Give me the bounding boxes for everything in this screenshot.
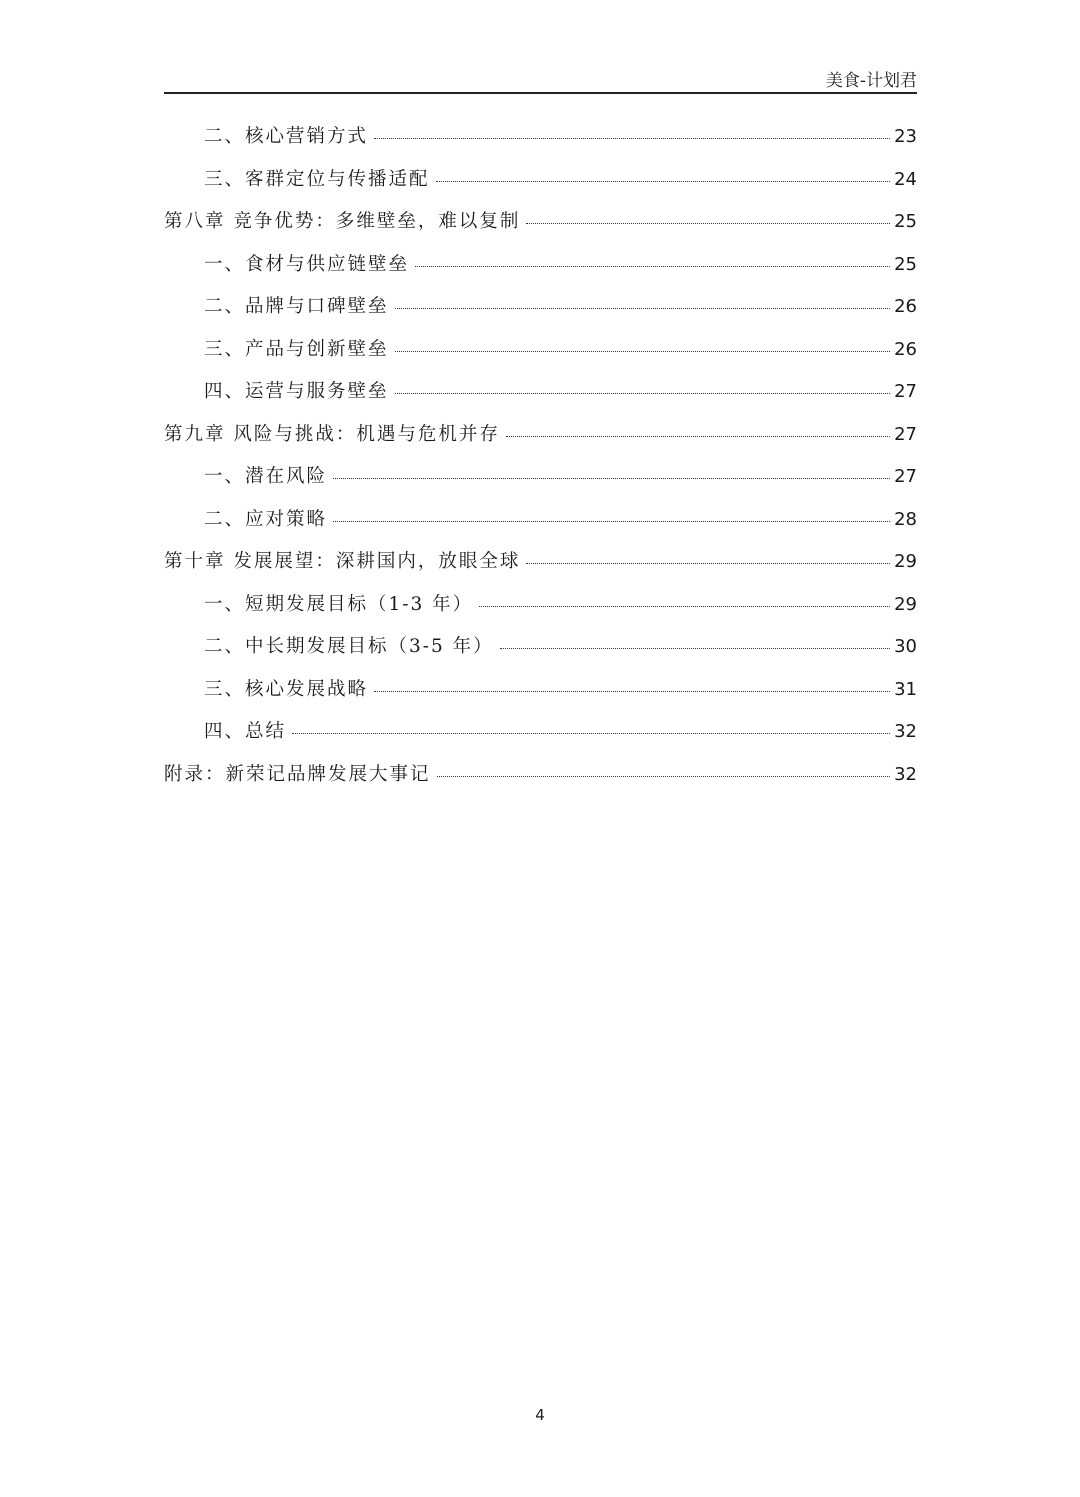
page-number: 4 — [535, 1406, 545, 1424]
toc-dot-leader — [415, 265, 890, 267]
toc-entry-title: 三、产品与创新壁垒 — [204, 338, 389, 360]
toc-entry-title: 四、运营与服务壁垒 — [204, 381, 389, 402]
toc-dot-leader — [437, 775, 891, 777]
toc-entry-page: 28 — [894, 508, 917, 530]
toc-dot-leader — [395, 307, 891, 309]
toc-entry[interactable] — [164, 292, 917, 335]
table-of-contents — [164, 122, 917, 802]
toc-entry[interactable] — [164, 250, 917, 293]
toc-entry-title: 一、短期发展目标（1-3 年） — [204, 593, 474, 615]
toc-entry-page: 32 — [894, 721, 917, 742]
toc-entry-page: 24 — [894, 168, 917, 190]
toc-entry-page: 25 — [894, 211, 917, 232]
toc-entry-title: 第十章 发展展望：深耕国内，放眼全球 — [164, 551, 521, 572]
toc-entry-page: 29 — [894, 593, 917, 615]
toc-entry[interactable] — [164, 377, 917, 420]
toc-dot-leader — [374, 690, 890, 692]
toc-entry-page: 26 — [894, 296, 917, 317]
toc-entry[interactable] — [164, 462, 917, 505]
header-title: 美食-计划君 — [825, 71, 917, 91]
toc-entry-title: 三、客群定位与传播适配 — [204, 168, 430, 190]
toc-entry-title: 四、总结 — [204, 721, 287, 742]
toc-entry-title: 二、中长期发展目标（3-5 年） — [204, 636, 494, 657]
toc-dot-leader — [333, 520, 890, 522]
toc-dot-leader — [374, 137, 890, 139]
toc-entry[interactable] — [164, 122, 917, 165]
toc-entry-page: 27 — [894, 381, 917, 402]
toc-dot-leader — [506, 435, 890, 437]
toc-dot-leader — [526, 222, 890, 224]
toc-dot-leader — [436, 180, 891, 182]
toc-entry-page: 25 — [894, 253, 917, 275]
toc-entry-title: 三、核心发展战略 — [204, 678, 369, 700]
toc-dot-leader — [395, 350, 891, 352]
toc-appendix-entry[interactable] — [164, 760, 917, 803]
toc-dot-leader — [292, 732, 890, 734]
toc-dot-leader — [395, 392, 891, 394]
toc-chapter-entry[interactable] — [164, 207, 917, 250]
toc-entry-page: 26 — [894, 338, 917, 360]
page-header — [164, 62, 917, 94]
toc-entry-title: 二、品牌与口碑壁垒 — [204, 296, 389, 317]
toc-entry-title: 第九章 风险与挑战：机遇与危机并存 — [164, 423, 500, 445]
toc-dot-leader — [333, 477, 890, 479]
toc-entry-page: 31 — [894, 678, 917, 700]
toc-entry[interactable] — [164, 632, 917, 675]
toc-chapter-entry[interactable] — [164, 547, 917, 590]
toc-entry-title: 一、食材与供应链壁垒 — [204, 253, 410, 275]
toc-entry[interactable] — [164, 590, 917, 633]
toc-chapter-entry[interactable] — [164, 420, 917, 463]
toc-entry-page: 30 — [894, 636, 917, 657]
toc-entry[interactable] — [164, 675, 917, 718]
toc-entry-page: 29 — [894, 551, 917, 572]
toc-entry[interactable] — [164, 717, 917, 760]
toc-entry-title: 一、潜在风险 — [204, 466, 328, 487]
toc-entry-page: 32 — [894, 763, 917, 785]
toc-entry-title: 二、应对策略 — [204, 508, 328, 530]
toc-dot-leader — [479, 605, 890, 607]
toc-entry-page: 27 — [894, 466, 917, 487]
toc-dot-leader — [500, 647, 890, 649]
toc-entry-title: 第八章 竞争优势：多维壁垒，难以复制 — [164, 211, 521, 232]
toc-entry-page: 23 — [894, 126, 917, 147]
toc-entry[interactable] — [164, 505, 917, 548]
toc-entry[interactable] — [164, 335, 917, 378]
toc-dot-leader — [526, 562, 890, 564]
toc-entry-title: 附录：新荣记品牌发展大事记 — [164, 763, 431, 785]
toc-entry-title: 二、核心营销方式 — [204, 126, 369, 147]
toc-entry-page: 27 — [894, 423, 917, 445]
toc-entry[interactable] — [164, 165, 917, 208]
